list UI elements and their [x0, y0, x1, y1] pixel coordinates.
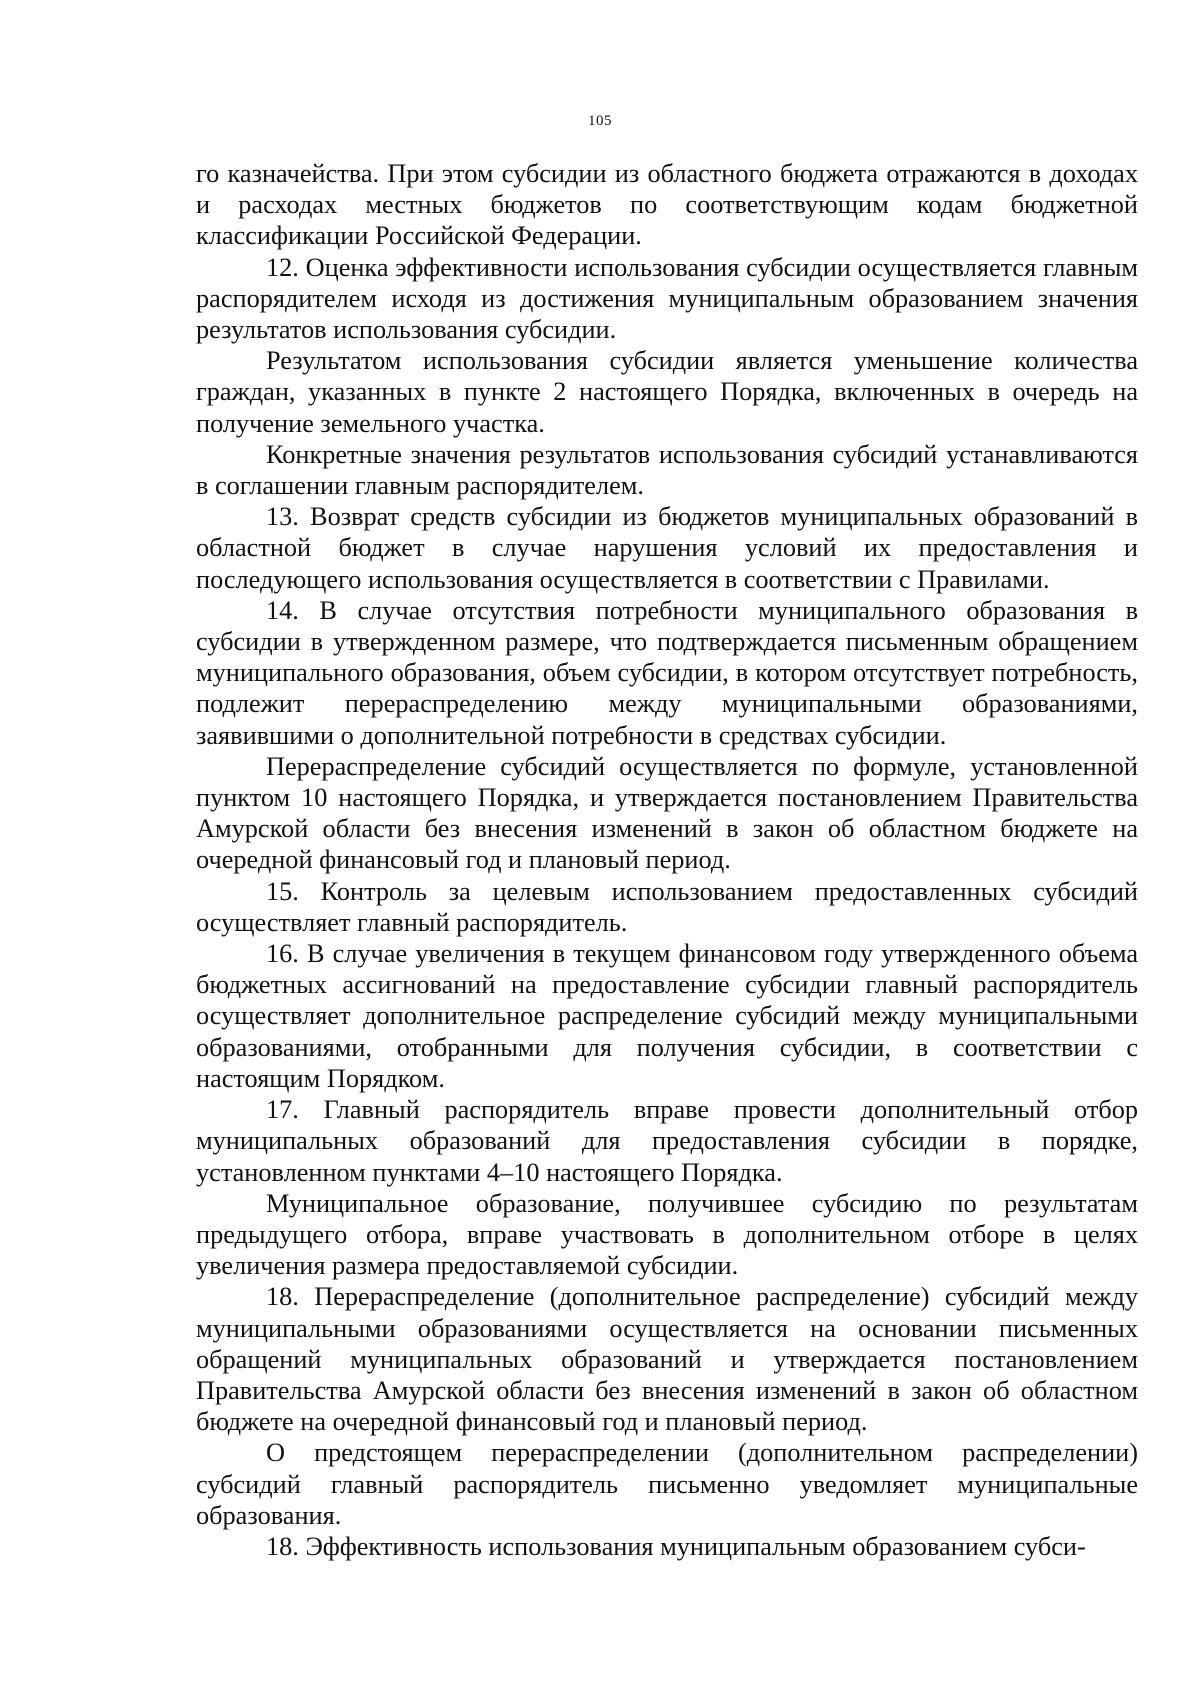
paragraph-result-values: Конкретные значения результатов использования субсидий устанавливаются в соглашении главным распорядителем. [196, 439, 1138, 501]
paragraph-redistribution: Перераспределение субсидий осуществляется по формуле, установленной пунктом 10 настоящего Порядка, и утверждается постановлением Правительства Амурской области без внесения изменений в закон об областном бюджете на очередной финансовый год и плановый период. [196, 751, 1138, 875]
paragraph-continuation: го казначейства. При этом субсидии из областного бюджета отражаются в доходах и расходах местных бюджетов по соответствующим кодам бюджетной классификации Российской Федерации. [196, 159, 1138, 251]
paragraph-clause-16: 16. В случае увеличения в текущем финансовом году утвержденного объема бюджетных ассигнований на предоставление субсидии главный распорядитель осуществляет дополнительное распределение субсидий между муниципальными образованиями, отобранными для получения субсидии, в соответствии с настоящим Порядком. [196, 939, 1138, 1093]
paragraph-result: Результатом использования субсидии является уменьшение количества граждан, указанных в пункте 2 настоящего Порядка, включенных в очередь на получение земельного участка. [196, 346, 1138, 438]
page-number: 105 [588, 113, 612, 129]
paragraph-clause-14: 14. В случае отсутствия потребности муниципального образования в субсидии в утвержденном размере, что подтверждается письменным обращением муниципального образования, объем субсидии, в котором отсутствует потребность, подлежит перераспределению между муниципальными образованиями, заявившими о дополнительной потребности в средствах субсидии. [196, 595, 1138, 750]
paragraph-notification: О предстоящем перераспределении (дополнительном распределении) субсидий главный распорядитель письменно уведомляет муниципальные образования. [196, 1438, 1138, 1530]
paragraph-additional-selection: Муниципальное образование, получившее субсидию по результатам предыдущего отбора, вправе участвовать в дополнительном отборе в целях увеличения размера предоставляемой субсидии. [196, 1188, 1138, 1281]
paragraph-clause-15: 15. Контроль за целевым использованием предоставленных субсидий осуществляет главный распорядитель. [196, 876, 1138, 937]
paragraph-clause-18: 18. Перераспределение (дополнительное распределение) субсидий между муниципальными образованиями осуществляется на основании письменных обращений муниципальных образований и утверждается постановлением Правительства Амурской области без внесения изменений в закон об областном бюджете на очередной финансовый год и плановый период. [196, 1282, 1138, 1437]
paragraph-clause-17: 17. Главный распорядитель вправе провести дополнительный отбор муниципальных образований для предоставления субсидии в порядке, установленном пунктами 4–10 настоящего Порядка. [196, 1095, 1138, 1187]
paragraph-clause-18-efficiency: 18. Эффективность использования муниципальным образованием субси- [266, 1531, 1086, 1561]
paragraph-clause-13: 13. Возврат средств субсидии из бюджетов муниципальных образований в областной бюджет в случае нарушения условий их предоставления и последующего использования осуществляется в соответствии с Правилами. [196, 502, 1138, 594]
paragraph-clause-12: 12. Оценка эффективности использования субсидии осуществляется главным распорядителем исходя из достижения муниципальным образованием значения результатов использования субсидии. [196, 252, 1138, 345]
document-body [196, 158, 1138, 1562]
